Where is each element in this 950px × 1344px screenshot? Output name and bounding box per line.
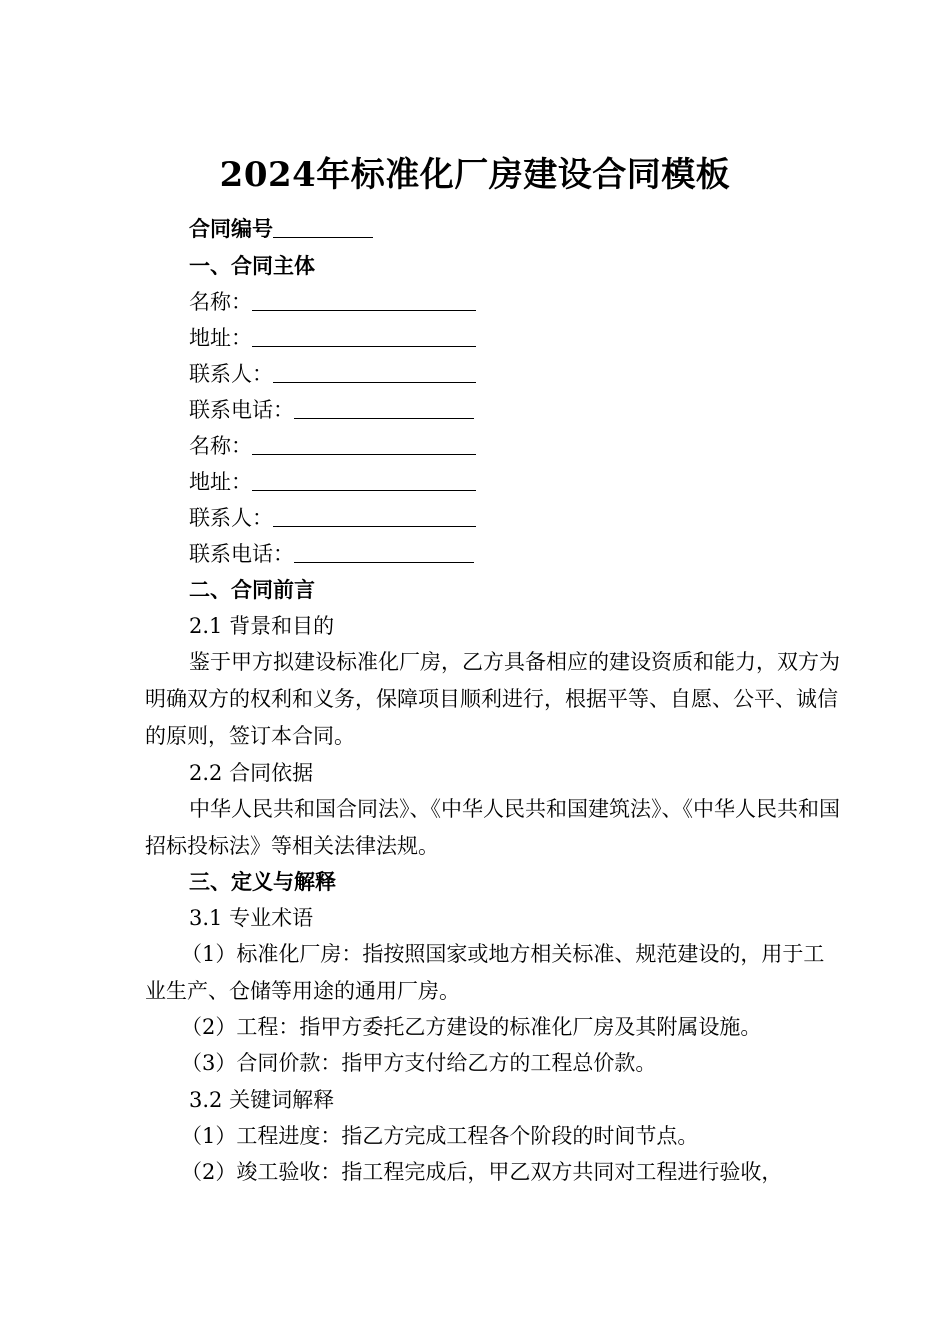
party-b-contact-label: 联系人： — [189, 506, 273, 530]
section-2-2-paragraph — [145, 791, 845, 865]
section-2-2-heading: 2.2 合同依据 — [189, 761, 314, 785]
party-b-phone-row — [189, 539, 474, 569]
party-a-phone-row — [189, 395, 474, 425]
party-b-address-row — [189, 467, 476, 497]
party-a-name-label: 名称： — [189, 290, 252, 314]
party-b-name-row — [189, 431, 476, 461]
section-3-1-heading: 3.1 专业术语 — [189, 906, 314, 930]
section-3-heading: 三、定义与解释 — [189, 869, 336, 894]
party-a-contact-blank — [273, 360, 476, 383]
party-a-contact-label: 联系人： — [189, 362, 273, 386]
term-item-2: （2）工程：指甲方委托乙方建设的标准化厂房及其附属设施。 — [181, 1015, 762, 1039]
section-2-1-heading: 2.1 背景和目的 — [189, 614, 335, 638]
party-a-phone-blank — [294, 396, 474, 419]
section-2-1-text: 鉴于甲方拟建设标准化厂房，乙方具备相应的建设资质和能力，双方为明确双方的权利和义务，保障项目顺利进行，根据平等、自愿、公平、诚信的原则，签订本合同。 — [145, 650, 840, 748]
party-a-phone-label: 联系电话： — [189, 398, 294, 422]
contract-number-blank — [273, 215, 373, 238]
party-b-address-blank — [252, 468, 476, 491]
party-a-address-row — [189, 323, 476, 353]
party-b-name-blank — [252, 432, 476, 455]
contract-number-label: 合同编号 — [189, 216, 273, 241]
section-2-2-text: 中华人民共和国合同法》、《中华人民共和国建筑法》、《中华人民共和国招标投标法》等相关法律法规。 — [145, 797, 840, 858]
party-b-name-label: 名称： — [189, 434, 252, 458]
term-item-1-text: （1）标准化厂房：指按照国家或地方相关标准、规范建设的，用于工业生产、仓储等用途的通用厂房。 — [145, 942, 825, 1003]
section-3-2-heading: 3.2 关键词解释 — [189, 1088, 335, 1112]
party-b-phone-blank — [294, 540, 474, 563]
party-a-name-row — [189, 287, 476, 317]
party-a-address-blank — [252, 324, 476, 347]
section-1-heading: 一、合同主体 — [189, 253, 315, 278]
party-b-address-label: 地址： — [189, 470, 252, 494]
party-b-phone-label: 联系电话： — [189, 542, 294, 566]
section-2-1-paragraph — [145, 644, 845, 755]
party-b-contact-blank — [273, 504, 476, 527]
keyword-item-1: （1）工程进度：指乙方完成工程各个阶段的时间节点。 — [181, 1124, 699, 1148]
party-a-contact-row — [189, 359, 476, 389]
party-a-address-label: 地址： — [189, 326, 252, 350]
term-item-1 — [145, 936, 845, 1010]
term-item-3: （3）合同价款：指甲方支付给乙方的工程总价款。 — [181, 1051, 657, 1075]
section-2-heading: 二、合同前言 — [189, 577, 315, 602]
keyword-item-2: （2）竣工验收：指工程完成后，甲乙双方共同对工程进行验收， — [181, 1160, 783, 1184]
contract-number-row — [189, 214, 373, 244]
party-b-contact-row — [189, 503, 476, 533]
document-title: 2024年标准化厂房建设合同模板 — [219, 155, 731, 195]
party-a-name-blank — [252, 288, 476, 311]
